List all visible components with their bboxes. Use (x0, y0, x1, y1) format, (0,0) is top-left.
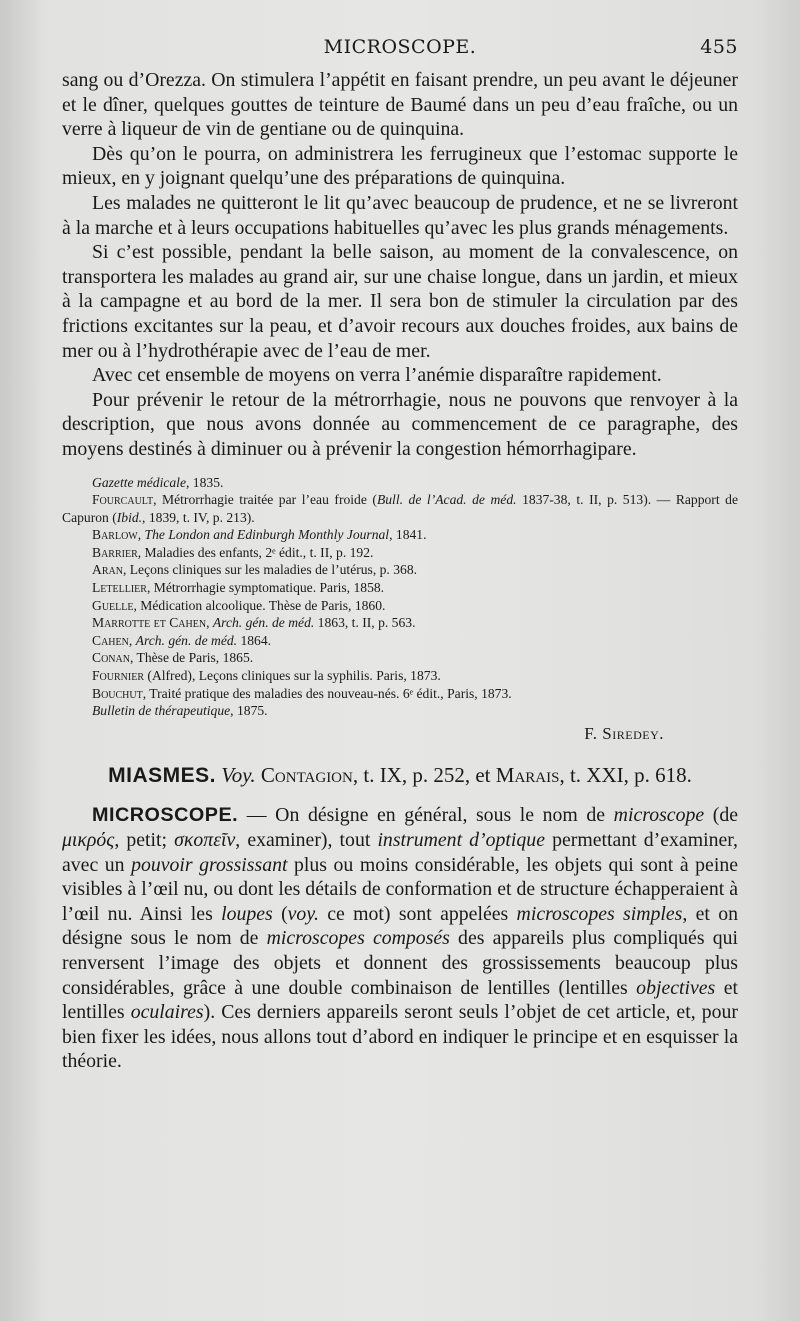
reference-item (62, 544, 738, 562)
reference-text: , 1839, t. IV, p. 213). (142, 509, 255, 525)
greek-term: σκοπεῖν (174, 829, 236, 851)
cross-ref-voy: Voy. (221, 763, 256, 788)
entry-miasmes (62, 760, 738, 791)
reference-item (62, 702, 738, 720)
reference-text: , Maladies des enfants, 2ᵉ édit., t. II, p. 192. (137, 544, 374, 560)
reference-author: Barlow (92, 527, 138, 543)
reference-text: , (128, 632, 136, 648)
entry-headword: MIASMES. (108, 764, 216, 788)
reference-author: Aran (92, 562, 123, 578)
cross-ref-target: Contagion (255, 763, 353, 788)
text-run: ce mot) sont appelées (318, 902, 517, 925)
paragraph: Dès qu’on le pourra, on administrera les ferrugineux que l’estomac supporte le mieux, en y joignant quelqu’une des préparations de quinquina. (62, 142, 738, 190)
italic-term: objectives (636, 976, 716, 999)
reference-item (62, 561, 738, 579)
reference-text: , Métrorrhagie symptomatique. Paris, 1858. (146, 580, 385, 596)
reference-author: Fourcault (92, 492, 154, 508)
text-run: et lentilles (62, 976, 738, 1024)
reference-text: , Thèse de Paris, 1865. (129, 650, 254, 666)
page-header (62, 36, 738, 62)
reference-item (62, 474, 738, 492)
reference-author: Barrier (92, 544, 138, 560)
reference-item (62, 649, 738, 667)
running-title: MICROSCOPE. (323, 36, 477, 58)
reference-text: , 1835. (186, 474, 224, 490)
reference-item (62, 632, 738, 650)
italic-term: oculaires (130, 1001, 204, 1024)
paragraph: Si c’est possible, pendant la belle saison, au moment de la convalescence, on transportera les malades au grand air, sur une chaise longue, dans un jardin, et mieux à la campagne et au bord de la mer. Il sera bon de stimuler la circulation par des frictions excitantes sur la peau, et d’avoir recours aux douches froides, aux bains de mer ou à l’hydrothérapie avec de l’eau de mer. (62, 241, 738, 362)
entry-microscope (62, 803, 738, 1074)
reference-title: Arch. gén. de méd. (212, 615, 315, 631)
page-body (62, 68, 738, 1074)
reference-text: 1864. (237, 632, 272, 648)
reference-text: , (137, 527, 145, 543)
reference-title: Gazette médicale (92, 474, 186, 490)
text-run: — On désigne en général, sous le nom de (238, 804, 614, 827)
text-run: , examiner), tout (235, 829, 378, 851)
italic-term: microscope (613, 804, 705, 827)
reference-item (62, 526, 738, 544)
text-run: permettant d’examiner, avec un (62, 829, 738, 876)
reference-author: Guelle (92, 597, 134, 613)
reference-title: Ibid. (116, 509, 143, 525)
italic-term: microscopes composés (266, 927, 450, 950)
cross-ref-text: , t. XXI, p. 618. (559, 763, 692, 788)
reference-text: , Leçons cliniques sur les maladies de l’utérus, p. 368. (122, 562, 418, 578)
reference-text: (Alfred), Leçons cliniques sur la syphilis. Paris, 1873. (144, 668, 441, 684)
cross-ref-target: Marais (495, 763, 560, 788)
paragraph: Les malades ne quitteront le lit qu’avec beaucoup de prudence, et ne se livreront à la marche et à leurs occupations habituelles qu’avec les plus grands ménagements. (62, 191, 738, 239)
reference-item (62, 667, 738, 685)
text-run: plus ou moins considérable, les objets qui sont à peine visibles à l’œil nu, ou dont les détails de conformation et de structure échapperaient à l’œil nu. Ainsi les (62, 853, 738, 925)
text-run: (de (704, 804, 738, 827)
italic-term: microscopes simples (516, 902, 683, 925)
reference-item (62, 597, 738, 615)
text-run: ( (272, 902, 288, 925)
author-signature (62, 722, 664, 747)
reference-author: Conan (92, 650, 130, 666)
paragraph: sang ou d’Orezza. On stimulera l’appétit en faisant prendre, un peu avant le déjeuner et le dîner, quelques gouttes de teinture de Baumé dans un peu d’eau fraîche, ou un verre à liqueur de vin de gentiane ou de quinquina. (62, 69, 738, 141)
reference-author: Fournier (92, 668, 145, 684)
reference-author: Bouchut (92, 685, 143, 701)
reference-item (62, 685, 738, 703)
text-run: des appareils plus compliqués qui renversent l’image des objets et donnent des grossissements beaucoup plus considérables, grâce à une double combinaison de lentilles (lentilles (62, 927, 738, 999)
reference-item (62, 579, 738, 597)
signature-name: Siredey. (602, 723, 664, 743)
reference-item (62, 491, 738, 526)
greek-term: μικρός (62, 829, 115, 851)
reference-text: , (206, 615, 213, 631)
reference-text: , Médication alcoolique. Thèse de Paris, 1860. (133, 597, 386, 613)
italic-term: voy. (287, 902, 319, 925)
reference-title: The London and Edinburgh Monthly Journal (144, 527, 390, 543)
page-number: 455 (700, 36, 738, 58)
paragraph: Avec cet ensemble de moyens on verra l’anémie disparaître rapidement. (92, 364, 662, 387)
text-run: , petit; (114, 829, 175, 851)
text-run: , et on désigne sous le nom de (62, 902, 738, 950)
cross-ref-text: , t. IX, p. 252, et (352, 763, 496, 788)
reference-text: , 1841. (389, 527, 427, 543)
reference-text: , 1875. (230, 703, 268, 719)
entry-headword: MICROSCOPE. (92, 804, 239, 827)
italic-term: instrument d’optique (377, 829, 545, 851)
reference-author: Marrotte et Cahen (92, 615, 207, 631)
paragraph: Pour prévenir le retour de la métrorrhagie, nous ne pouvons que renvoyer à la description, que nous avons donnée au commencement de ce paragraphe, des moyens destinés à diminuer ou à prévenir la congestion hémorrhagipare. (62, 388, 738, 460)
reference-text: , Métrorrhagie traitée par l’eau froide ( (153, 492, 377, 508)
signature-initial: F. (584, 723, 603, 743)
bibliography (62, 474, 738, 720)
reference-author: Letellier (92, 580, 147, 596)
reference-title: Bull. de l’Acad. de méd. (376, 492, 517, 508)
reference-text: 1863, t. II, p. 563. (314, 615, 416, 631)
reference-author: Cahen (92, 632, 129, 648)
text-run: ). Ces derniers appareils seront seuls l’objet de cet article, et, pour bien fixer les idées, nous allons tout d’abord en indiquer le principe et en esquisser la théorie. (62, 1001, 738, 1073)
italic-term: loupes (221, 902, 273, 925)
reference-title: Arch. gén. de méd. (135, 632, 238, 648)
italic-term: pouvoir grossissant (131, 853, 288, 876)
paragraph (62, 803, 738, 1074)
reference-title: Bulletin de thérapeutique (92, 703, 231, 719)
reference-text: 1837-38, t. II, p. 513). — Rapport de Capuron ( (62, 492, 738, 525)
reference-item (62, 614, 738, 632)
reference-text: , Traité pratique des maladies des nouveau-nés. 6ᵉ édit., Paris, 1873. (142, 685, 512, 701)
